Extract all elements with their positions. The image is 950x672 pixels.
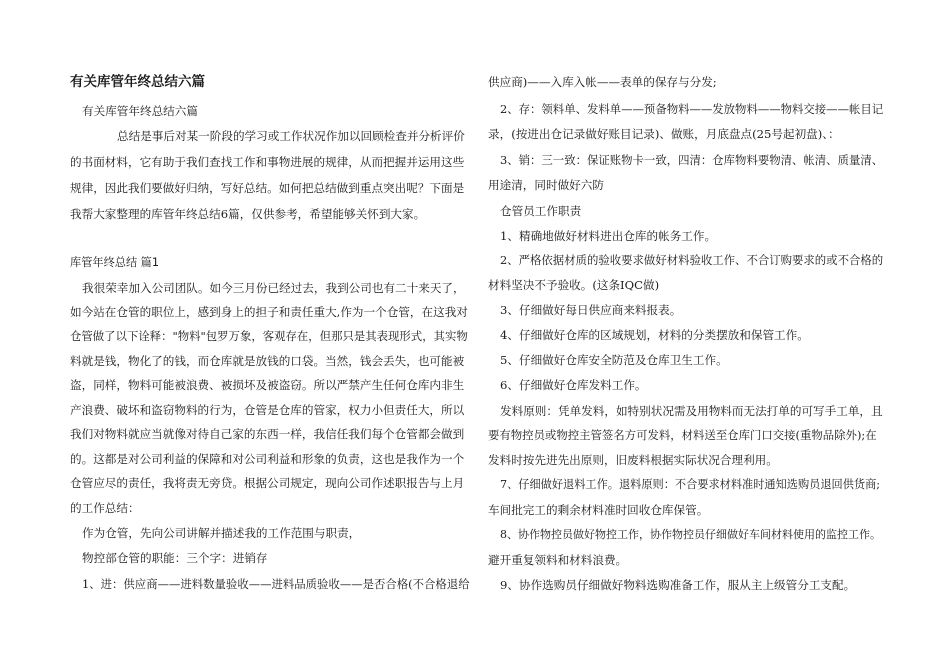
text-line: 用途清，同时做好六防 [488, 178, 604, 192]
text-line: 产浪费、破坏和盗窃物料的行为，仓管是仓库的管家，权力小但责任大，所以 [70, 403, 465, 417]
text-line: 3、销：三一致：保证账物卡一致，四清：仓库物料要物清、帐清、质量清、 [500, 153, 884, 167]
text-line: 如今站在仓管的职位上，感到身上的担子和责任重大,作为一个仓管，在这我对 [70, 305, 468, 319]
text-line: 6、仔细做好仓库发料工作。 [500, 378, 647, 392]
text-line: 要有物控员或物控主管签名方可发料，材料送至仓库门口交接(重物品除外);在 [488, 428, 877, 442]
text-line: 仓管做了以下诠释："物料"包罗万象，客观存在，但那只是其表现形式，其实物 [70, 329, 468, 343]
text-line: 物控部仓管的职能：三个字：进销存 [82, 551, 268, 565]
text-line: 9、协作选购员仔细做好物料选购准备工作，服从主上级管分工支配。 [500, 578, 856, 592]
text-line: 发料原则：凭单发料，如特别状况需及用物料而无法打单的可写手工单，且 [500, 404, 883, 418]
text-line: 料就是钱，物化了的钱，而仓库就是放钱的口袋。当然，钱会丢失，也可能被 [70, 354, 465, 368]
text-line: 供应商)——入库入帐——表单的保存与分发; [488, 75, 717, 89]
text-line: 我们对物料就应当就像对待自己家的东西一样，我信任我们每个仓管都会做到 [70, 427, 465, 441]
text-line: 的工作总结： [70, 501, 140, 515]
text-line: 总结是事后对某一阶段的学习或工作状况作加以回顾检查并分析评价 [117, 129, 465, 143]
text-line: 5、仔细做好仓库安全防范及仓库卫生工作。 [500, 353, 728, 367]
text-line: 材料坚决不予验收。(这条IQC做) [488, 278, 660, 292]
text-line: 4、仔细做好仓库的区域规划，材料的分类摆放和保管工作。 [500, 328, 809, 342]
document-title: 有关库管年终总结六篇 [70, 74, 205, 90]
subtitle-line: 有关库管年终总结六篇 [82, 104, 198, 118]
section-heading: 库管年终总结 篇1 [70, 256, 159, 269]
text-line: 3、仔细做好每日供应商来料报表。 [500, 303, 682, 317]
text-line: 车间批完工的剩余材料准时回收仓库保管。 [488, 503, 709, 517]
text-line: 1、精确地做好材料进出仓库的帐务工作。 [500, 229, 717, 243]
text-line: 规律，因此我们要做好归纳，写好总结。如何把总结做到重点突出呢？下面是 [70, 181, 465, 195]
text-line: 的书面材料，它有助于我们查找工作和事物进展的规律，从而把握并运用这些 [70, 155, 465, 169]
text-line: 我很荣幸加入公司团队。如今三月份已经过去，我到公司也有二十来天了， [82, 281, 465, 295]
text-line: 2、严格依据材质的验收要求做好材料验收工作、不合订购要求的或不合格的 [500, 253, 884, 267]
section-heading: 仓管员工作职责 [500, 204, 582, 218]
text-line: 仓管应尽的责任，我将责无旁贷。根据公司规定，现向公司作述职报告与上月 [70, 476, 465, 490]
text-line: 的。这都是对公司利益的保障和对公司利益和形象的负责，这也是我作为一个 [70, 452, 465, 466]
text-line: 避开重复领料和材料浪费。 [488, 553, 628, 567]
text-line: 7、仔细做好退料工作。退料原则：不合要求材料准时通知选购员退回供货商; [500, 478, 881, 491]
text-line: 1、进：供应商——进料数量验收——进料品质验收——是否合格(不合格退给 [82, 577, 470, 591]
text-line: 作为仓管，先向公司讲解并描述我的工作范围与职责， [82, 526, 361, 540]
text-line: 2、存：领料单、发料单——预备物料——发放物料——物料交接——帐目记 [500, 102, 884, 116]
text-line: 录，(按进出仓记录做好账目记录)、做账，月底盘点(25号起初盘)、： [488, 127, 840, 141]
text-line: 我帮大家整理的库管年终总结6篇，仅供参考，希望能够关怀到大家。 [70, 207, 426, 221]
text-line: 盗，同样，物料可能被浪费、被损坏及被盗窃。所以严禁产生任何仓库内非生 [70, 378, 465, 392]
text-line: 8、协作物控员做好物控工作，协作物控员仔细做好车间材料使用的监控工作。 [500, 528, 881, 541]
text-line: 发料时按先进先出原则，旧废料根据实际状况合理利用。 [488, 453, 778, 467]
